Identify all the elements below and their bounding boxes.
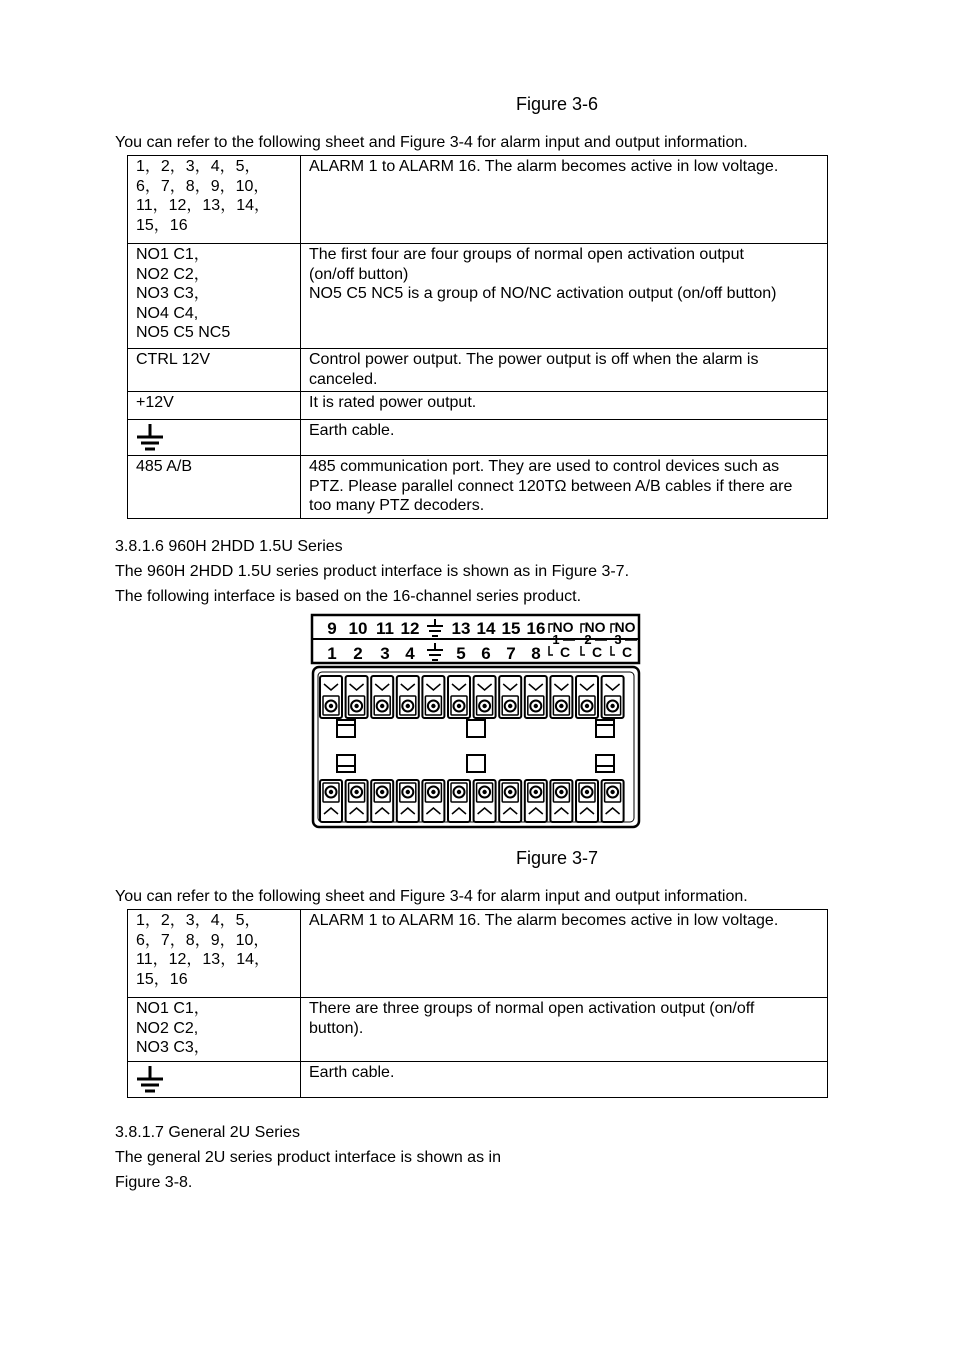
terminal-number-bottom: 1 xyxy=(327,644,337,663)
screw-terminal xyxy=(448,780,470,822)
screw-terminal xyxy=(576,780,598,822)
latch-square xyxy=(337,720,355,737)
description-line: ALARM 1 to ALARM 16. The alarm becomes active in low voltage. xyxy=(309,912,779,929)
port-cell xyxy=(128,910,301,998)
port-cell xyxy=(128,420,301,456)
section-paragraph-2: The following interface is based on the 16-channel series product. xyxy=(115,588,582,605)
port-label: NO3 C3， xyxy=(136,285,210,302)
description-line: 485 communication port. They are used to control devices such as xyxy=(309,458,780,475)
port-label: 6，7，8，9，10， xyxy=(136,931,270,949)
alarm-table-2 xyxy=(127,909,828,1098)
terminal-number-bottom: 5 xyxy=(456,644,466,663)
description-cell xyxy=(301,156,828,244)
description-line: PTZ. Please parallel connect 120TΩ between A/B cables if there are xyxy=(309,477,793,495)
port-label: NO2 C2， xyxy=(136,265,210,283)
port-label: NO1 C1， xyxy=(136,246,210,263)
relay-c-label: C xyxy=(559,644,571,660)
port-label: NO3 C3， xyxy=(136,1039,210,1056)
port-label: CTRL 12V xyxy=(136,351,211,368)
table-row xyxy=(128,349,828,392)
relay-number: 3 xyxy=(614,632,622,647)
terminal-number-bottom: 3 xyxy=(380,644,390,663)
table-row xyxy=(128,244,828,349)
description-cell xyxy=(301,244,828,349)
port-cell xyxy=(128,349,301,392)
relay-number: 2 xyxy=(584,632,592,647)
screw-terminal xyxy=(550,676,572,718)
screw-terminal xyxy=(576,676,598,718)
latch-square xyxy=(467,720,485,737)
port-label: +12V xyxy=(136,394,174,411)
section-paragraph-3: The general 2U series product interface is shown as in xyxy=(115,1149,501,1166)
port-label: 485 A/B xyxy=(136,458,193,475)
description-line: Earth cable. xyxy=(309,422,395,439)
description-cell xyxy=(301,420,828,456)
description-line: (on/off button) xyxy=(309,265,409,283)
section-heading-3-8-1-7: 3.8.1.7 General 2U Series xyxy=(115,1124,300,1141)
description-line: Control power output. The power output is off when the alarm is xyxy=(309,351,759,368)
terminal-number-top: 15 xyxy=(501,619,521,638)
port-label: NO4 C4, xyxy=(136,304,199,322)
screw-terminal xyxy=(320,780,342,822)
relay-no-label: NO xyxy=(614,619,636,635)
terminal-number-top: 11 xyxy=(376,619,394,638)
description-cell xyxy=(301,392,828,420)
port-label: 11，12，13，14， xyxy=(136,951,271,968)
description-cell xyxy=(301,910,828,998)
table-row xyxy=(128,998,828,1062)
port-cell xyxy=(128,456,301,519)
port-label: 1，2，3，4，5， xyxy=(136,158,261,175)
screw-terminal xyxy=(346,676,368,718)
screw-terminal xyxy=(422,780,444,822)
port-cell xyxy=(128,998,301,1062)
description-line: NO5 C5 NC5 is a group of NO/NC activation output (on/off button) xyxy=(309,285,777,302)
section-paragraph-4: Figure 3-8. xyxy=(115,1174,193,1191)
port-label: 15，16 xyxy=(136,216,188,234)
terminal-number-bottom: 2 xyxy=(353,644,363,663)
description-cell xyxy=(301,1062,828,1098)
screw-terminal xyxy=(499,676,521,718)
port-cell xyxy=(128,392,301,420)
port-cell xyxy=(128,1062,301,1098)
relay-no-label: NO xyxy=(552,619,574,635)
figure-3-7-caption: Figure 3-7 xyxy=(516,848,599,868)
latch-square xyxy=(596,720,614,737)
table-row xyxy=(128,910,828,998)
relay-c-label: C xyxy=(591,644,603,660)
screw-terminal xyxy=(371,780,393,822)
table1-intro: You can refer to the following sheet and Figure 3-4 for alarm input and output information. xyxy=(115,134,748,151)
screw-terminal xyxy=(474,780,496,822)
screw-terminal xyxy=(448,676,470,718)
terminal-number-bottom: 8 xyxy=(531,644,541,663)
latch-square xyxy=(596,755,614,772)
port-cell xyxy=(128,156,301,244)
terminal-number-top: 10 xyxy=(348,619,368,638)
screw-terminal xyxy=(550,780,572,822)
screw-terminal xyxy=(320,676,342,718)
latch-square xyxy=(467,755,485,772)
port-label: NO2 C2, xyxy=(136,1019,199,1037)
port-cell xyxy=(128,244,301,349)
table-row xyxy=(128,456,828,519)
port-label: 11，12，13，14， xyxy=(136,197,271,214)
screw-terminal xyxy=(499,780,521,822)
screw-terminal xyxy=(371,676,393,718)
description-cell xyxy=(301,998,828,1062)
table-row xyxy=(128,392,828,420)
description-line: It is rated power output. xyxy=(309,394,477,411)
port-label: 1，2，3，4，5， xyxy=(136,912,261,929)
description-line: canceled. xyxy=(309,370,378,388)
relay-no-label: NO xyxy=(584,619,606,635)
screw-terminal xyxy=(397,676,419,718)
terminal-number-top: 14 xyxy=(476,619,496,638)
terminal-number-top: 13 xyxy=(451,619,471,638)
table-row xyxy=(128,420,828,456)
description-line: Earth cable. xyxy=(309,1064,395,1081)
table2-intro: You can refer to the following sheet and Figure 3-4 for alarm input and output information. xyxy=(115,888,748,905)
description-line: The first four are four groups of normal open activation output xyxy=(309,246,744,263)
port-label: 15，16 xyxy=(136,970,188,988)
figure-3-6-caption: Figure 3-6 xyxy=(516,94,599,114)
description-cell xyxy=(301,349,828,392)
terminal-number-top: 16 xyxy=(526,619,546,638)
section-heading-3-8-1-6: 3.8.1.6 960H 2HDD 1.5U Series xyxy=(115,538,343,555)
screw-terminal xyxy=(525,780,547,822)
terminal-number-top: 12 xyxy=(400,619,420,638)
relay-c-label: C xyxy=(621,644,633,660)
description-cell xyxy=(301,456,828,519)
screw-terminal xyxy=(397,780,419,822)
table-row xyxy=(128,1062,828,1098)
port-label: NO5 C5 NC5 xyxy=(136,324,231,341)
alarm-connector-diagram xyxy=(310,613,642,830)
port-label: NO1 C1， xyxy=(136,1000,210,1017)
screw-terminal xyxy=(525,676,547,718)
screw-terminal xyxy=(474,676,496,718)
description-line: There are three groups of normal open activation output (on/off xyxy=(309,1000,755,1017)
section-paragraph-1: The 960H 2HDD 1.5U series product interface is shown as in Figure 3-7. xyxy=(115,563,630,580)
screw-terminal xyxy=(602,780,624,822)
alarm-table-1 xyxy=(127,155,828,519)
port-label: 6，7，8，9，10， xyxy=(136,177,270,195)
terminal-number-bottom: 6 xyxy=(481,644,491,663)
screw-terminal xyxy=(422,676,444,718)
terminal-number-bottom: 4 xyxy=(405,644,415,663)
terminal-number-top: 9 xyxy=(327,619,337,638)
latch-square xyxy=(337,755,355,772)
ground-icon xyxy=(136,1065,292,1095)
screw-terminal xyxy=(346,780,368,822)
description-line: too many PTZ decoders. xyxy=(309,497,485,514)
terminal-number-bottom: 7 xyxy=(506,644,516,663)
description-line: button). xyxy=(309,1019,364,1037)
ground-icon xyxy=(136,423,292,453)
screw-terminal xyxy=(602,676,624,718)
relay-number: 1 xyxy=(552,632,560,647)
table-row xyxy=(128,156,828,244)
description-line: ALARM 1 to ALARM 16. The alarm becomes active in low voltage. xyxy=(309,158,779,175)
